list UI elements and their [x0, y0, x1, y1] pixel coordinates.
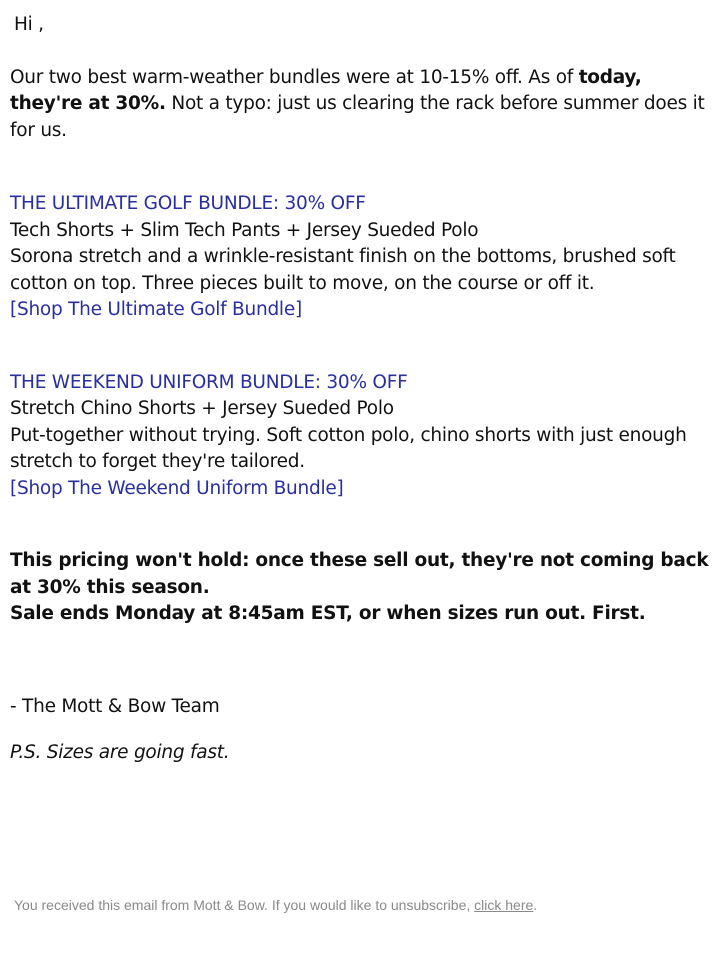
- bundle-weekend: [10, 370, 710, 503]
- bundle-title: THE ULTIMATE GOLF BUNDLE: 30% OFF: [10, 193, 366, 214]
- intro-bold-text: today, they're at 30%.: [10, 66, 642, 114]
- bundle-description: Sorona stretch and a wrinkle-resistant finish on the bottoms, brushed soft cotton on top. Three pieces built to move, on the course or off it.: [10, 246, 676, 294]
- signoff: - The Mott & Bow Team: [10, 695, 220, 717]
- footer-period: .: [533, 897, 538, 913]
- footer-text: You received this email from Mott & Bow. If you would like to unsubscribe,: [14, 897, 475, 913]
- unsubscribe-link[interactable]: click here: [474, 897, 534, 913]
- intro-paragraph: [10, 65, 710, 145]
- intro-text: Our two best warm-weather bundles were at 10-15% off. As of: [10, 66, 579, 88]
- bundle-golf: [10, 191, 710, 324]
- shop-golf-bundle-link[interactable]: [Shop The Ultimate Golf Bundle]: [10, 299, 302, 320]
- bundle-items: Stretch Chino Shorts + Jersey Sueded Polo: [10, 398, 394, 419]
- urgency-notice: [10, 548, 710, 628]
- shop-weekend-bundle-link[interactable]: [Shop The Weekend Uniform Bundle]: [10, 477, 344, 499]
- urgency-line: This pricing won't hold: once these sell out, they're not coming back at 30% this season.: [10, 550, 709, 598]
- postscript: P.S. Sizes are going fast.: [10, 742, 230, 763]
- bundle-items: Tech Shorts + Slim Tech Pants + Jersey Sueded Polo: [10, 219, 479, 241]
- greeting: Hi ,: [14, 14, 44, 35]
- email-footer: [14, 895, 537, 915]
- email-body: [10, 12, 710, 767]
- sale-ends-line: Sale ends Monday at 8:45am EST, or when sizes run out. First.: [10, 603, 646, 624]
- bundle-description: Put-together without trying. Soft cotton polo, chino shorts with just enough stretch to forget they're tailored.: [10, 424, 687, 472]
- intro-text-end: Not a typo: just us clearing the rack before summer does it for us.: [10, 93, 705, 141]
- bundle-title: THE WEEKEND UNIFORM BUNDLE: 30% OFF: [10, 371, 408, 393]
